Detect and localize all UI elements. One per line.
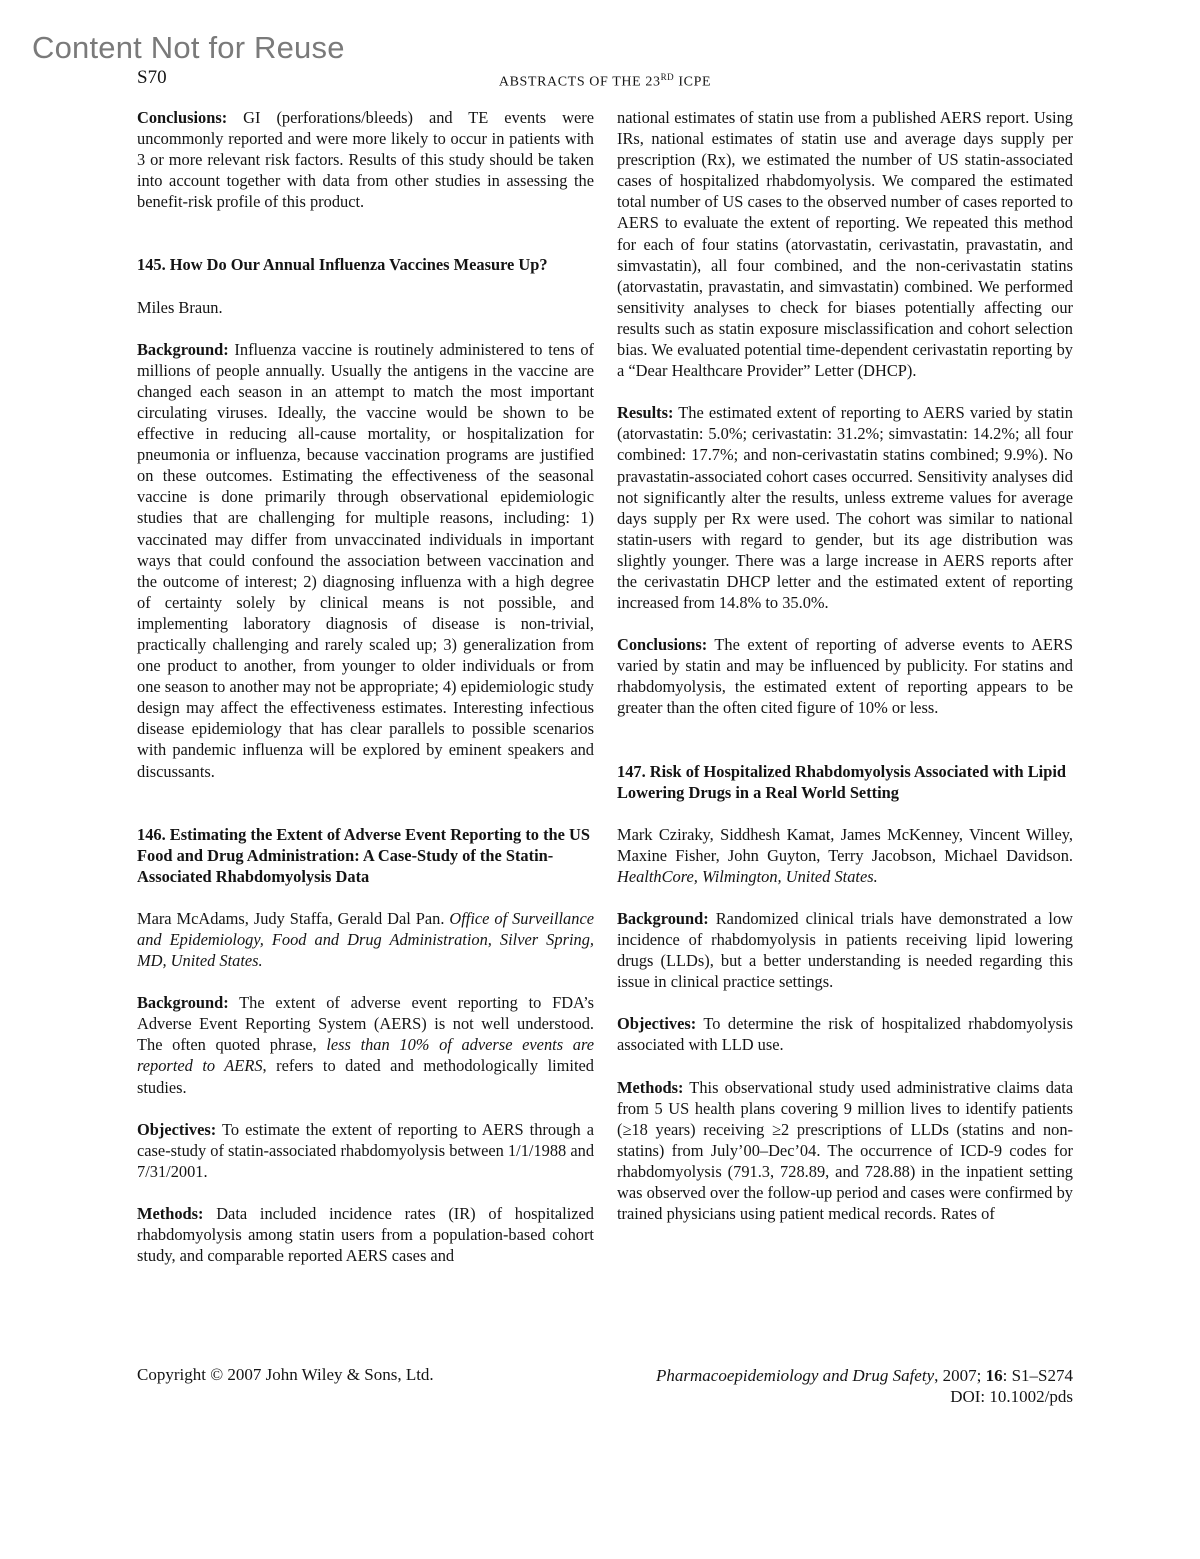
background-label: Background: [137,993,229,1013]
background-text: Randomized clinical trials have demonstrated a low incidence of rhabdomyolysis in patients receiving lipid lowering drugs (LLDs), but a better understanding is needed regarding this issue in clinical practice settings. [617,909,1073,992]
background-label: Background: [617,909,709,928]
authors-names: Mark Cziraky, Siddhesh Kamat, James McKenney, Vincent Willey, Maxine Fisher, John Guyton, Terry Jacobson, Michael Davidson. [617,824,1073,865]
abstract-144-conclusions [137,107,594,212]
abstract-146-methods [137,1203,594,1266]
abstract-147-background [617,908,1073,992]
results-label: Results: [617,403,674,423]
abstract-147-title: 147. Risk of Hospitalized Rhabdomyolysis Associated with Lipid Lowering Drugs in a Real World Setting [617,761,1066,802]
authors-affiliation: Office of Surveillance and Epidemiology, Food and Drug Administration, Silver Spring, MD, United States. [137,908,594,971]
doi: DOI: 10.1002/pds [950,1387,1073,1406]
abstract-147-methods [617,1077,1073,1225]
abstract-145-authors: Miles Braun. [137,297,223,317]
abstract-146-results [617,402,1073,613]
abstract-146-authors [137,908,594,971]
abstract-145-background [137,339,594,782]
abstract-147-objectives [617,1013,1073,1055]
conclusions-text: GI (perforations/bleeds) and TE events were uncommonly reported and were more likely to occur in patients with 3 or more relevant risk factors. Results of this study should be taken into account together with data from other studies in assessing the benefit-risk profile of this product. [137,108,594,212]
methods-label: Methods: [137,1203,204,1223]
abstract-147-authors [617,824,1073,887]
background-italic: less than 10% of adverse events are reported to AERS [137,1035,594,1076]
background-text-1: The extent of adverse event reporting to FDA’s Adverse Event Reporting System (AERS) is not well understood. The often quoted phrase, [137,993,594,1055]
abstract-145-title: 145. How Do Our Annual Influenza Vaccines Measure Up? [137,255,548,275]
background-label: Background: [137,339,229,359]
journal-name: Pharmacoepidemiology and Drug Safety [656,1366,935,1385]
conclusions-label: Conclusions: [617,635,708,655]
page-range: : S1–S274 [1002,1366,1073,1385]
background-text: Influenza vaccine is routinely administered to tens of millions of people annually. Usually the antigens in the vaccine are changed each season in an attempt to match the most important circulating viruses. Ideally, the vaccine would be shown to be effective in reducing all-cause mortality, or hospitalization for pneumonia or influenza, because vaccination programs are justified on these outcomes. Estimating the effectiveness of the seasonal vaccine is done primarily through observational epidemiologic studies that are challenging for multiple reasons, including: 1) vaccinated may differ from unvaccinated individuals in important ways that could confound the association between vaccination and the outcome of interest; 2) diagnosing influenza with a high degree of certainty solely by clinical means is not possible, and implementing laboratory diagnosis of disease is non-trivial, practically challenging and rarely scaled up; 3) generalization from one product to another, from younger to older individuals or from one season to another may not be appropriate; 4) epidemiologic study design may affect the effectiveness estimates. Interesting infectious disease epidemiology that has clear parallels to possible scenarios with pandemic influenza will be explored by eminent speakers and discussants. [137,339,594,781]
authors-names: Mara McAdams, Judy Staffa, Gerald Dal Pan. [137,908,450,928]
page-header [137,67,1073,91]
running-head-prefix: ABSTRACTS OF THE 23 [498,74,661,90]
background-text-2: , refers to dated and methodologically limited studies. [137,1056,594,1097]
copyright-notice: Copyright © 2007 John Wiley & Sons, Ltd. [137,1365,434,1384]
citation-line [656,1365,1073,1386]
abstract-146-methods-continued: national estimates of statin use from a published AERS report. Using IRs, national estimates of statin use and average days supply per prescription (Rx), we estimated the number of US statin-associated cases of hospitalized rhabdomyolysis. We compared the estimated total number of US cases to the observed number of cases reported to AERS to evaluate the extent of reporting. We repeated this method for each of four statins (atorvastatin, cerivastatin, pravastatin, and simvastatin), all four combined, and the non-cerivastatin statins (atorvastatin, pravastatin, and simvastatin) combined. We performed sensitivity analyses to check for biases potentially affecting our results such as statin exposure misclassification and cohort selection bias. We evaluated potential time-dependent cerivastatin reporting by a “Dear Healthcare Provider” Letter (DHCP). [617,108,1073,381]
authors-affiliation: HealthCore, Wilmington, United States. [617,866,878,886]
abstract-146-objectives [137,1119,594,1182]
results-text: The estimated extent of reporting to AERS varied by statin (atorvastatin: 5.0%; cerivastatin: 31.2%; simvastatin: 14.2%; all four combined: 17.7%; and non-cerivastatin statins combined; 9.9%). No pravastatin-associated cohort cases occurred. Sensitivity analyses did not significantly alter the results, unless extreme values for average days supply per Rx were used. The cohort was similar to national statin-users with regard to gender, but its age distribution was slightly younger. There was a large increase in AERS reports after the cerivastatin DHCP letter and the estimated extent of reporting increased from 14.8% to 35.0%. [617,403,1073,613]
objectives-label: Objectives: [617,1014,697,1034]
objectives-label: Objectives: [137,1119,217,1139]
abstract-146-conclusions [617,634,1073,718]
conclusions-text: The extent of reporting of adverse events to AERS varied by statin and may be influenced by publicity. For statins and rhabdomyolysis, the estimated extent of reporting appears to be greater than the often cited figure of 10% or less. [617,635,1073,718]
methods-text: This observational study used administrative claims data from 5 US health plans covering 9 million lives to identify patients (≥18 years) receiving ≥2 prescriptions of LLDs (statins and non-statins) from July’00–Dec’04. The occurrence of ICD-9 codes for rhabdomyolysis (791.3, 728.89, and 728.88) in the inpatient setting was observed over the follow-up period and cases were confirmed by trained physicians using patient medical records. Rates of [617,1077,1073,1224]
abstract-146-background [137,992,594,1097]
volume: 16 [985,1366,1003,1385]
methods-text: Data included incidence rates (IR) of hospitalized rhabdomyolysis among statin users from a population-based cohort study, and comparable reported AERS cases and [137,1203,594,1266]
objectives-text: To determine the risk of hospitalized rhabdomyolysis associated with LLD use. [617,1014,1073,1055]
objectives-text: To estimate the extent of reporting to AERS through a case-study of statin-associated rhabdomyolysis between 1/1/1988 and 7/31/2001. [137,1119,595,1181]
running-head [137,72,1073,91]
conclusions-label: Conclusions: [137,108,228,127]
watermark: Content Not for Reuse [32,30,345,65]
running-head-suffix: ICPE [674,74,712,90]
running-head-sup: RD [660,72,675,82]
methods-label: Methods: [617,1077,684,1097]
citation-year: , 2007; [934,1366,986,1385]
left-column [137,107,594,1266]
journal-citation [656,1365,1073,1407]
page-number: S70 [137,67,167,88]
right-column [617,107,1073,1224]
abstract-146-title: 146. Estimating the Extent of Adverse Event Reporting to the US Food and Drug Administration: A Case-Study of the Statin-Associated Rhabdomyolysis Data [137,824,590,886]
